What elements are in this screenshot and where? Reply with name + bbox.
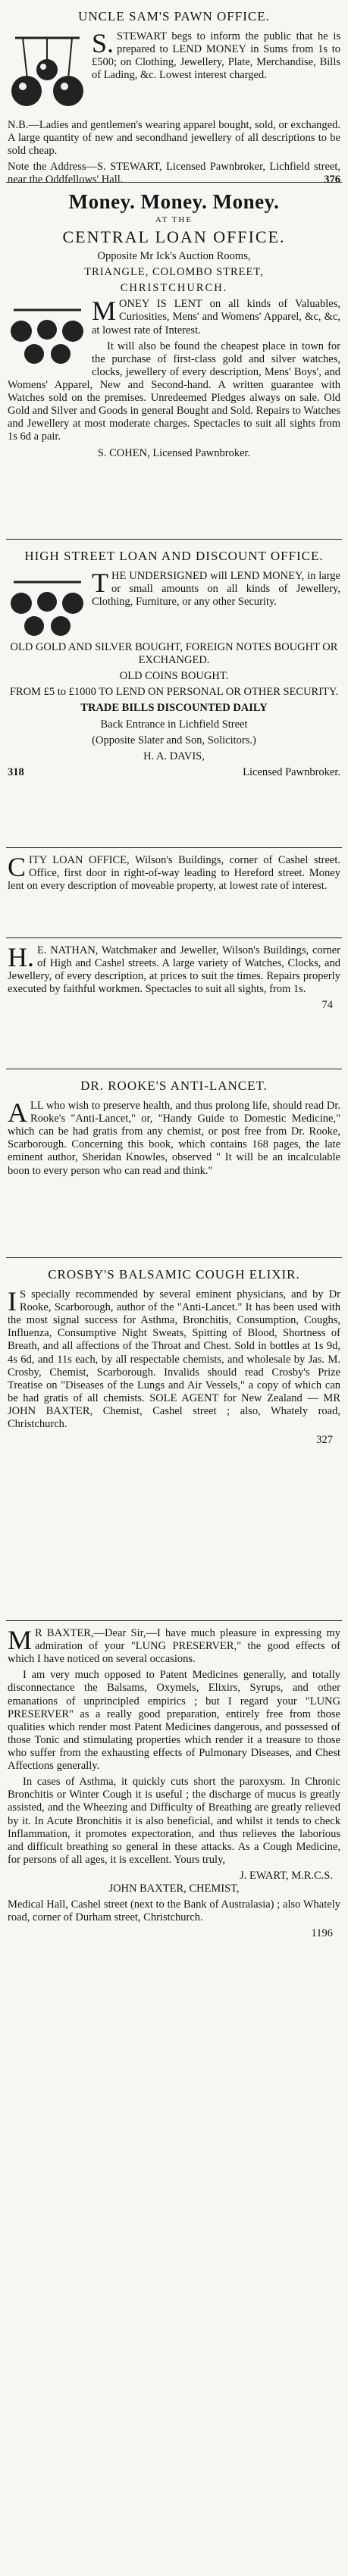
ad-name: H. A. DAVIS, (143, 750, 205, 762)
ad-note-nb: N.B.—Ladies and gentlemen's wearing apparel bought, sold, or exchanged. A large quantity of new and secondhand jewellery of all descriptions to be sold cheap. (8, 119, 340, 158)
pawn-balls-icon (8, 301, 87, 369)
drop-initial: C (8, 852, 27, 882)
drop-initial: M (92, 296, 117, 327)
ad-number: 1196 (311, 1927, 333, 1940)
ad-line: OLD GOLD AND SILVER BOUGHT, FOREIGN NOTES BOUGHT OR EXCHANGED. (10, 641, 338, 667)
ad-body: ONEY IS LENT on all kinds of Valuables, Curiosities, Mens' and Womens' Apparel, &c, &c, at lowest rate of Interest. (92, 298, 340, 336)
ad-uncle-sams-pawn (6, 0, 342, 186)
ad-high-street-loan (6, 540, 342, 848)
ad-body: E. NATHAN, Watchmaker and Jeweller, Wilson's Buildings, corner of High and Cashel streets. A large variety of Watches, Clocks, and Jewellery, of every description, at prices to suit the times. Repairs properly executed by faithful workmen. Spectacles to suit all sights, from 1s. (8, 944, 340, 996)
ad-crosbys-cough-elixir (6, 1258, 342, 1621)
ad-line: Back Entrance in Lichfield Street (100, 718, 248, 731)
ad-signature: S. COHEN, Licensed Pawnbroker. (97, 446, 251, 459)
ad-number: 74 (321, 999, 333, 1012)
ad-heading: DR. ROOKE'S ANTI-LANCET. (80, 1078, 268, 1093)
ad-heading: HIGH STREET LOAN AND DISCOUNT OFFICE. (24, 549, 324, 563)
ad-nathan-watchmaker (6, 938, 342, 1069)
ad-body: ITY LOAN OFFICE, Wilson's Buildings, corner of Cashel street. Office, first door in right-of-way leading to Hereford street. Money lent on every description of moveable property, at lowest rate of interest. (8, 854, 340, 893)
ad-line: TRIANGLE, COLOMBO STREET, (84, 266, 264, 279)
ad-title: Money. Money. Money. (68, 190, 280, 213)
ad-body: LL who wish to preserve health, and thus prolong life, should read Dr. Rooke's "Anti-Lancet," or, "Handy Guide to Domestic Medicine," which can be had gratis from any chemist, or post free from Dr. Rooke, Scarborough. Concerning this book, which contains 168 pages, the late eminent author, Sheridan Knowles, observed " It will be an incalculable boon to every person who can read and think." (8, 1100, 340, 1177)
ad-name: CENTRAL LOAN OFFICE. (62, 227, 286, 246)
ad-body: HE UNDERSIGNED will LEND MONEY, in large or small amounts on all kinds of Jewellery, Clothing, Furniture, or any other Security. (92, 570, 340, 609)
ad-signature: J. EWART, M.R.C.S. (240, 1869, 333, 1882)
drop-initial: H. (8, 942, 34, 972)
ad-line: CHRISTCHURCH. (120, 282, 228, 295)
ad-line: OLD COINS BOUGHT. (119, 670, 229, 683)
ad-body: R BAXTER,—Dear Sir,—I have much pleasure in expressing my admiration of your "LUNG PRESERVER," the good effects of which I have noticed on several occasions. (8, 1627, 340, 1666)
ad-body-3: In cases of Asthma, it quickly cuts short the paroxysm. In Chronic Bronchitis or Winter Cough it is useful ; the discharge of mucus is greatly assisted, and the Wheezing and Difficulty of Breathing are greatly relieved by it. In Acute Bronchitis it is also beneficial, and whilst it tends to check Inflammation, it promotes expectoration, and thus relieves the laborious and difficult breathing so general in these attacks. As a Cough Medicine, for persons of all ages, it is excellent. Yours truly, (8, 1776, 340, 1866)
drop-initial: M (8, 1625, 33, 1655)
drop-initial: A (8, 1097, 27, 1128)
ad-number: 376 (324, 174, 340, 186)
ad-number: 327 (316, 1434, 333, 1447)
ad-heading: UNCLE SAM'S PAWN OFFICE. (78, 9, 270, 23)
ad-title-line: Licensed Pawnbroker. (243, 765, 340, 778)
ad-heading: CROSBY'S BALSAMIC COUGH ELIXIR. (48, 1267, 300, 1282)
drop-initial: I (8, 1286, 17, 1316)
ad-address: Medical Hall, Cashel street (next to the Bank of Australasia) ; also Whately road, corner of Durham street, Christchurch. (8, 1898, 340, 1924)
ad-line: FROM £5 to £1000 TO LEND ON PERSONAL OR OTHER SECURITY. (9, 686, 339, 699)
ad-subtitle: AT THE (155, 215, 193, 224)
ad-signature-2: JOHN BAXTER, CHEMIST, (108, 1883, 240, 1895)
ad-body-2: I am very much opposed to Patent Medicines generally, and totally disconnectance the Balsams, Oxymels, Elixirs, Syrups, and other emanations of unprincipled empirics ; but I regard your "LUNG PRESERVER" as a really good preparation, entirely free from those qualities which render most Patent Medicines dangerous, and possessed of those Tonic and stimulating properties which render it a treasure to those who suffer from the exhausting effects of Pulmonary Diseases, and Chest Affections generally. (8, 1669, 340, 1773)
pawn-balls-icon (8, 32, 87, 119)
ad-city-loan-office (6, 848, 342, 938)
ad-address: Note the Address—S. STEWART, Licensed Pawnbroker, Lichfield street, near the Oddfellows' Hall. (8, 161, 340, 186)
pawn-balls-icon (8, 573, 87, 641)
ad-rookes-anti-lancet (6, 1069, 342, 1258)
ad-body-2: It will also be found the cheapest place in town for the purchase of first-class gold and silver watches, clocks, jewellery of every description, Mens' Boys', and Womens' Apparel, New and Second-hand. A written guarantee with Watches sold on the premises. Unredeemed Pledges always on sale. Old Gold and Silver and Goods in general Bought and Sold. Repairs to Watches and Jewellery at most moderate charges. Spectacles to suit all sights from 1s 6d a pair. (8, 340, 340, 443)
ad-line: Opposite Mr Ick's Auction Rooms, (97, 250, 251, 262)
ad-lung-preserver (6, 1621, 342, 1948)
ad-body: STEWART begs to inform the public that he is prepared to LEND MONEY in Sums from 1s to £500; on Clothing, Jewellery, Plate, Merchandise, Bills of Lading, &c. Lowest interest charged. (92, 30, 340, 82)
drop-initial: T (92, 568, 108, 598)
ad-line: TRADE BILLS DISCOUNTED DAILY (80, 702, 268, 715)
ad-central-loan-office (6, 183, 342, 540)
drop-initial: S. (92, 28, 114, 58)
ad-body: S specially recommended by several eminent physicians, and by Dr Rooke, Scarborough, author of the "Anti-Lancet." It has been used with the most signal success for Asthma, Bronchitis, Consumption, Coughs, Influenza, Consumptive Night Sweats, Spitting of Blood, Shortness of Breath, and all affections of the Throat and Chest. Sold in bottles at 1s 9d, 4s 6d, and 11s each, by all respectable chemists, and wholesale by Jas. M. Crosby, Chemist, Scarborough. Invalids should read Crosby's Prize Treatise on "Diseases of the Lungs and Air Vessels," a copy of which can be had gratis of all chemists. SOLE AGENT for New Zealand — MR JOHN BAXTER, Chemist, Cashel street ; also, Whately road, Christchurch. (8, 1288, 340, 1431)
ad-line: (Opposite Slater and Son, Solicitors.) (92, 734, 256, 747)
ad-number: 318 (8, 765, 24, 778)
